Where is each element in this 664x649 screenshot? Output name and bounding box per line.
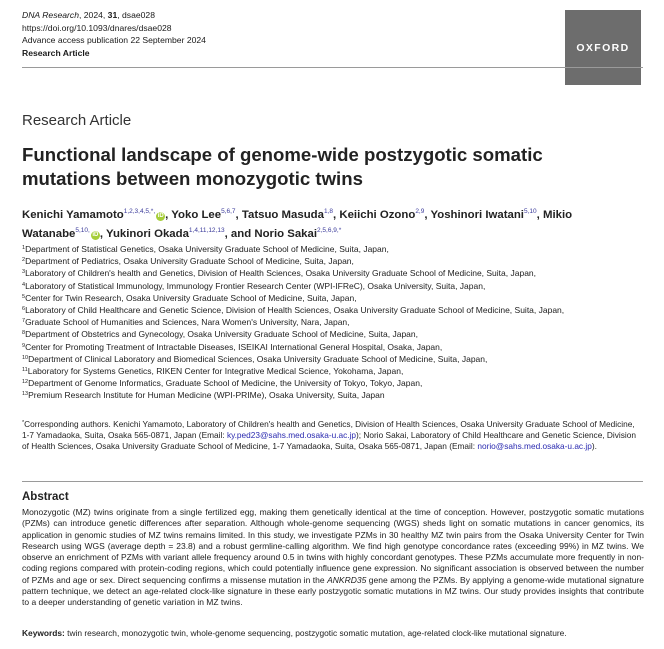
author-separator: , (235, 209, 242, 221)
journal-header (22, 9, 206, 59)
affiliation-number: 6 (22, 306, 26, 313)
corr-asterisk: * (22, 420, 25, 426)
correspondence (22, 418, 644, 453)
affiliation-number: 7 (22, 318, 26, 325)
abstract-divider (22, 481, 643, 482)
affiliation-item (22, 267, 652, 279)
year-label: , 2024, (79, 10, 108, 20)
affiliations (22, 243, 652, 402)
affiliation-text: Department of Clinical Laboratory and Biomedical Sciences, Osaka University Graduate School of Medicine, Suita, Japan, (28, 353, 488, 364)
affiliation-item (22, 353, 652, 365)
article-type: Research Article (22, 112, 132, 129)
author-affiliation-marks: 1,2,3,4,5,*, (123, 208, 156, 215)
author-list (22, 204, 642, 242)
author[interactable] (254, 228, 341, 240)
affiliation-text: Department of Genome Informatics, Graduate School of Medicine, the University of Tokyo, Tokyo, Japan, (28, 378, 423, 389)
author-affiliation-marks: 5,10 (523, 208, 537, 215)
affiliation-number: 3 (22, 269, 26, 276)
author[interactable] (339, 209, 424, 221)
affiliation-text: Laboratory for Systems Genetics, RIKEN Center for Integrative Medical Science, Yokohama, Japan, (27, 366, 404, 377)
author-name: Kenichi Yamamoto (22, 209, 124, 221)
affiliation-text: Center for Twin Research, Osaka University Graduate School of Medicine, Suita, Japan, (25, 292, 357, 303)
keywords (22, 628, 644, 638)
volume: 31 (107, 10, 118, 20)
affiliation-number: 12 (22, 379, 29, 386)
affiliation-number: 4 (22, 281, 26, 288)
affiliation-text: Laboratory of Statistical Immunology, Immunology Frontier Research Center (WPI-IFReC), Osaka University, Suita, Japan, (25, 280, 486, 291)
author-name: Yoko Lee (171, 209, 222, 221)
affiliation-item (22, 280, 652, 292)
author[interactable] (430, 209, 536, 221)
keywords-text: twin research, monozygotic twin, whole-genome sequencing, postzygotic somatic mutation, age-related clock-like mutational signature. (64, 628, 567, 638)
citation-line (22, 9, 206, 22)
affiliation-text: Laboratory of Children's health and Genetics, Division of Health Sciences, Osaka University Graduate School of Medicine, Suita, Japan, (25, 268, 537, 279)
affiliation-number: 8 (22, 330, 26, 337)
orcid-icon[interactable]: iD (92, 232, 99, 238)
keywords-label: Keywords: (22, 628, 65, 638)
author[interactable] (242, 209, 333, 221)
author-name: Mikio Watanabe (22, 209, 573, 240)
author-separator: , (333, 209, 340, 221)
author-affiliation-marks: 5,10, (75, 227, 90, 234)
author-affiliation-marks: 2,9 (415, 208, 425, 215)
article-title: Functional landscape of genome-wide postzygotic somatic mutations between monozygotic twins (22, 144, 543, 189)
affiliation-text: Premium Research Institute for Human Medicine (WPI-PRIMe), Osaka University, Suita, Japan (28, 390, 385, 401)
author-separator: , and (224, 228, 255, 240)
affiliation-number: 9 (22, 342, 26, 349)
journal-name: DNA Research (22, 10, 79, 20)
affiliation-number: 10 (22, 354, 29, 361)
author-affiliation-marks: 1,4,11,12,13 (188, 227, 225, 234)
oxford-logo-text: OXFORD (576, 41, 630, 54)
author-separator: , (99, 228, 106, 240)
author-affiliation-marks: 2,5,6,9,* (317, 227, 342, 234)
affiliation-number: 13 (22, 391, 29, 398)
corr-text-2: ); Norio Sakai, Laboratory of Child Healthcare and Genetic Science, Division of Health Sciences, Osaka University Graduate School of Medicine, 1-7 Yamadaoka, Suita, Osaka 565-0871, Japan (Email: (22, 430, 636, 452)
affiliation-item (22, 389, 652, 401)
affiliation-item (22, 292, 652, 304)
affiliation-number: 1 (22, 245, 26, 251)
email-link-2[interactable]: norio@sahs.med.osaka-u.ac.jp (477, 441, 592, 452)
affiliation-item (22, 243, 652, 255)
affiliation-text: Center for Promoting Treatment of Intractable Diseases, ISEIKAI International General Hospital, Osaka, Japan, (25, 341, 443, 352)
corr-text-1: Corresponding authors. Kenichi Yamamoto, Laboratory of Children's health and Genetics, Division of Health Sciences, Osaka University Graduate School of Medicine, 1-7 Yamadaoka, Suita, Osaka 565-0871, Japan (Email: (22, 419, 635, 441)
author-name: Keiichi Ozono (339, 209, 416, 221)
affiliation-item (22, 316, 652, 328)
advance-access: Advance access publication 22 September 2024 (22, 35, 206, 45)
author-name: Yoshinori Iwatani (430, 209, 524, 221)
affiliation-text: Department of Pediatrics, Osaka University Graduate School of Medicine, Suita, Japan, (25, 256, 354, 267)
affiliation-text: Department of Obstetrics and Gynecology, Osaka University Graduate School of Medicine, Suita, Japan, (25, 329, 418, 340)
affiliation-number: 5 (22, 293, 26, 300)
email-link-1[interactable]: ky.ped23@sahs.med.osaka-u.ac.jp (226, 430, 357, 441)
affiliation-item (22, 365, 652, 377)
author-separator: , (424, 209, 431, 221)
doi-link[interactable]: https://doi.org/10.1093/dnares/dsae028 (22, 22, 172, 33)
author-separator: , (165, 209, 172, 221)
author-separator: , (536, 209, 543, 221)
abstract-text-1: Monozygotic (MZ) twins originate from a single fertilized egg, making them genetically identical at the time of conception. However, postzygotic somatic mutations (PZMs) can introduce genetic differences after separation. Although whole-genome sequencing (WGS) sheds light on somatic mutations in cancer genomics, its application in genomic studies of MZ twins remains limited. In this study, we investigate PZMs in 30 healthy MZ twin pairs from the Osaka University Center for Twin Research using WGS (average depth = 23.8) and a robust germline-calling algorithm. We find high genotype concordance rates (exceeding 99%) in MZ twins. We observe an enrichment of PZMs with variant allele frequency around 0.5 in twins with highly concordant genotypes. These PZMs accumulate more frequently in non-coding regions compared with protein-coding regions, which could potentially influence gene expression. No significant association is observed between the number of PZMs and age or sex. Direct sequencing confirms a missense mutation in the (22, 507, 644, 585)
author[interactable] (171, 209, 235, 221)
author[interactable] (22, 209, 165, 221)
abstract-heading: Abstract (22, 491, 69, 503)
orcid-icon[interactable]: iD (157, 213, 164, 219)
affiliation-item (22, 255, 652, 267)
abstract-text-2: gene among the PZMs. By applying a genome-wide mutational signature pattern technique, we detect an age-related clock-like signature in these early postzygotic somatic mutations in MZ twins. Our study provides insights that contribute to a deeper understanding of genetic variation in MZ twins. (22, 574, 644, 608)
article-type-small: Research Article (22, 47, 90, 58)
author-name: Yukinori Okada (105, 228, 189, 240)
article-id: , dsae028 (117, 10, 155, 20)
author[interactable] (106, 228, 225, 240)
affiliation-item (22, 304, 652, 316)
affiliation-number: 11 (22, 367, 28, 374)
affiliation-item (22, 341, 652, 353)
header-divider (22, 67, 643, 68)
affiliation-text: Laboratory of Child Healthcare and Genetic Science, Division of Health Sciences, Osaka University Graduate School of Medicine, Suita, Japan, (25, 305, 565, 316)
affiliation-item (22, 328, 652, 340)
affiliation-item (22, 377, 652, 389)
gene-name: ANKRD35 (327, 574, 367, 585)
affiliation-text: Graduate School of Humanities and Sciences, Nara Women's University, Nara, Japan, (25, 317, 350, 328)
author-affiliation-marks: 1,8 (323, 208, 334, 215)
author-name: Tatsuo Masuda (241, 209, 324, 221)
oxford-logo[interactable] (565, 10, 641, 85)
affiliation-text: Department of Statistical Genetics, Osaka University Graduate School of Medicine, Suita, Japan, (25, 244, 389, 254)
author-name: Norio Sakai (254, 228, 318, 240)
affiliation-number: 2 (22, 257, 26, 264)
corr-text-3: ). (591, 441, 597, 452)
author-affiliation-marks: 5,6,7 (221, 208, 236, 215)
abstract-body (22, 507, 644, 609)
